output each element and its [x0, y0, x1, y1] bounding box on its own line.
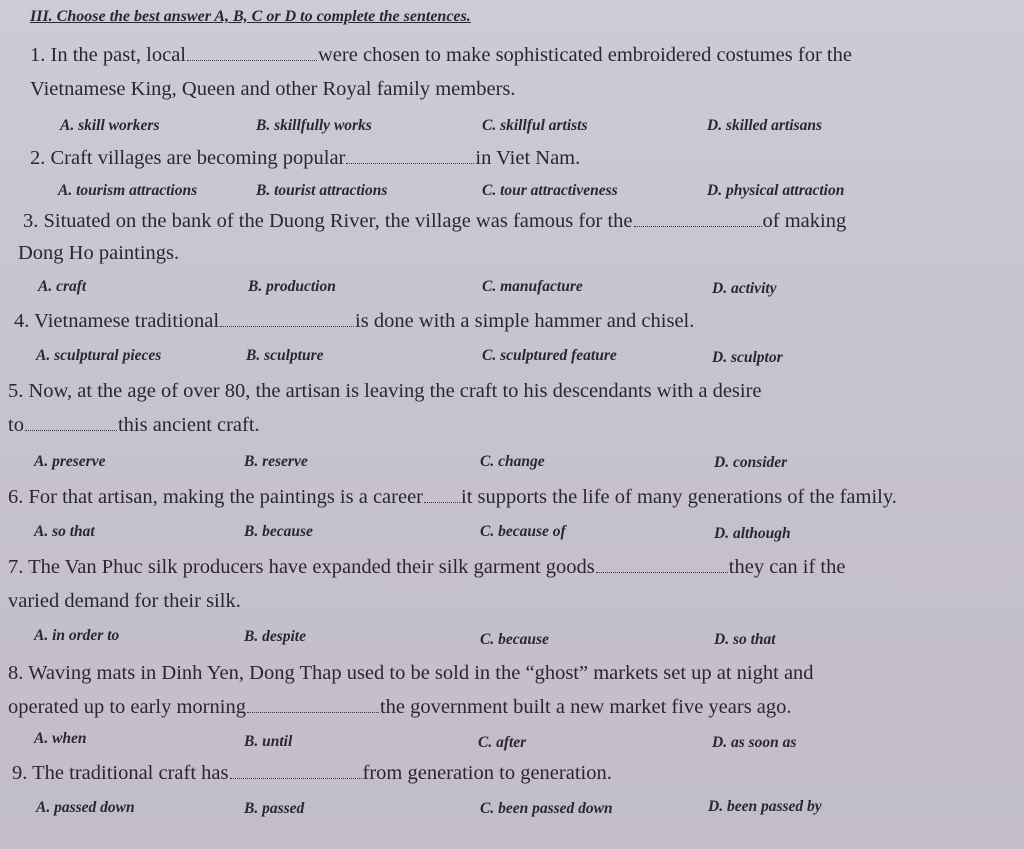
q6-option-a: A. so that [34, 523, 95, 540]
q9-text-a: 9. The traditional craft has [12, 762, 229, 784]
q7-option-b: B. despite [244, 628, 306, 645]
q2-option-d: D. physical attraction [707, 182, 845, 199]
question-1-line-2: Vietnamese King, Queen and other Royal family members. [30, 78, 516, 100]
question-7-line-1 [8, 550, 845, 584]
q6-option-d: D. although [714, 525, 791, 542]
q1-option-d: D. skilled artisans [707, 117, 822, 134]
q7-option-c: C. because [480, 631, 549, 648]
q3-text-a: 3. Situated on the bank of the Duong River, the village was famous for the [23, 210, 633, 232]
question-3-line-1 [23, 204, 846, 238]
q9-blank [230, 777, 362, 779]
q3-option-d: D. activity [712, 280, 777, 297]
q8-option-d: D. as soon as [712, 734, 797, 751]
q5-option-c: C. change [480, 453, 545, 470]
q2-option-c: C. tour attractiveness [482, 182, 618, 199]
q4-text-a: 4. Vietnamese traditional [14, 310, 220, 332]
q8-option-c: C. after [478, 734, 527, 751]
q8-text-b: the government built a new market five years ago. [379, 696, 792, 718]
question-7-line-2: varied demand for their silk. [8, 590, 241, 612]
q4-option-c: C. sculptured feature [482, 347, 617, 364]
q8-option-b: B. until [244, 733, 293, 750]
q3-option-c: C. manufacture [482, 278, 583, 295]
q7-option-a: A. in order to [34, 627, 120, 644]
q5-text-b: this ancient craft. [117, 414, 260, 436]
q5-option-a: A. preserve [34, 453, 106, 470]
q6-text-a: 6. For that artisan, making the paintings is a career [8, 486, 424, 508]
section-heading: III. Choose the best answer A, B, C or D to complete the sentences. [30, 8, 471, 25]
q2-text-a: 2. Craft villages are becoming popular [30, 147, 346, 169]
question-5-line-1: 5. Now, at the age of over 80, the artisan is leaving the craft to his descendants with a desire [8, 380, 762, 402]
question-8-line-2 [8, 690, 792, 724]
q2-option-b: B. tourist attractions [256, 182, 388, 199]
q9-option-d: D. been passed by [708, 798, 822, 815]
q3-blank [634, 225, 762, 227]
question-8-line-1: 8. Waving mats in Dinh Yen, Dong Thap used to be sold in the “ghost” markets set up at night and [8, 662, 814, 684]
q4-option-b: B. sculpture [246, 347, 324, 364]
q5-option-d: D. consider [714, 454, 788, 471]
question-3-line-2: Dong Ho paintings. [18, 242, 180, 264]
q6-text-b: it supports the life of many generations of the family. [461, 486, 897, 508]
q8-option-a: A. when [34, 730, 87, 747]
q6-blank [424, 501, 460, 503]
q7-text-a: 7. The Van Phuc silk producers have expanded their silk garment goods [8, 556, 595, 578]
q7-blank [596, 571, 728, 573]
q7-option-d: D. so that [714, 631, 776, 648]
q6-option-b: B. because [244, 523, 313, 540]
q4-text-b: is done with a simple hammer and chisel. [355, 310, 695, 332]
q8-text-a: operated up to early morning [8, 696, 246, 718]
q4-blank [220, 325, 354, 327]
q9-option-c: C. been passed down [480, 800, 613, 817]
q3-option-a: A. craft [38, 278, 87, 295]
q9-option-b: B. passed [244, 800, 305, 817]
q5-option-b: B. reserve [244, 453, 308, 470]
q1-option-b: B. skillfully works [256, 117, 372, 134]
question-9-line-1 [12, 756, 612, 790]
question-4-line-1 [14, 304, 694, 338]
q1-option-c: C. skillful artists [482, 117, 588, 134]
q3-option-b: B. production [248, 278, 336, 295]
q1-blank [187, 59, 317, 61]
q2-text-b: in Viet Nam. [475, 147, 581, 169]
q8-blank [247, 711, 379, 713]
question-5-line-2 [8, 408, 260, 442]
q2-blank [346, 162, 474, 164]
q6-option-c: C. because of [480, 523, 566, 540]
question-6-line-1 [8, 480, 897, 514]
q2-option-a: A. tourism attractions [58, 182, 198, 199]
q5-text-a: to [8, 414, 24, 436]
question-1-line-1 [30, 38, 852, 72]
question-2-line-1 [30, 141, 580, 175]
q9-option-a: A. passed down [36, 799, 135, 816]
q3-text-b: of making [762, 210, 847, 232]
q4-option-a: A. sculptural pieces [36, 347, 162, 364]
q7-text-b: they can if the [728, 556, 846, 578]
q9-text-b: from generation to generation. [362, 762, 612, 784]
q1-text-b: were chosen to make sophisticated embroidered costumes for the [317, 44, 852, 66]
q4-option-d: D. sculptor [712, 349, 783, 366]
q1-option-a: A. skill workers [60, 117, 160, 134]
q1-text-a: 1. In the past, local [30, 44, 186, 66]
q5-blank [25, 429, 117, 431]
